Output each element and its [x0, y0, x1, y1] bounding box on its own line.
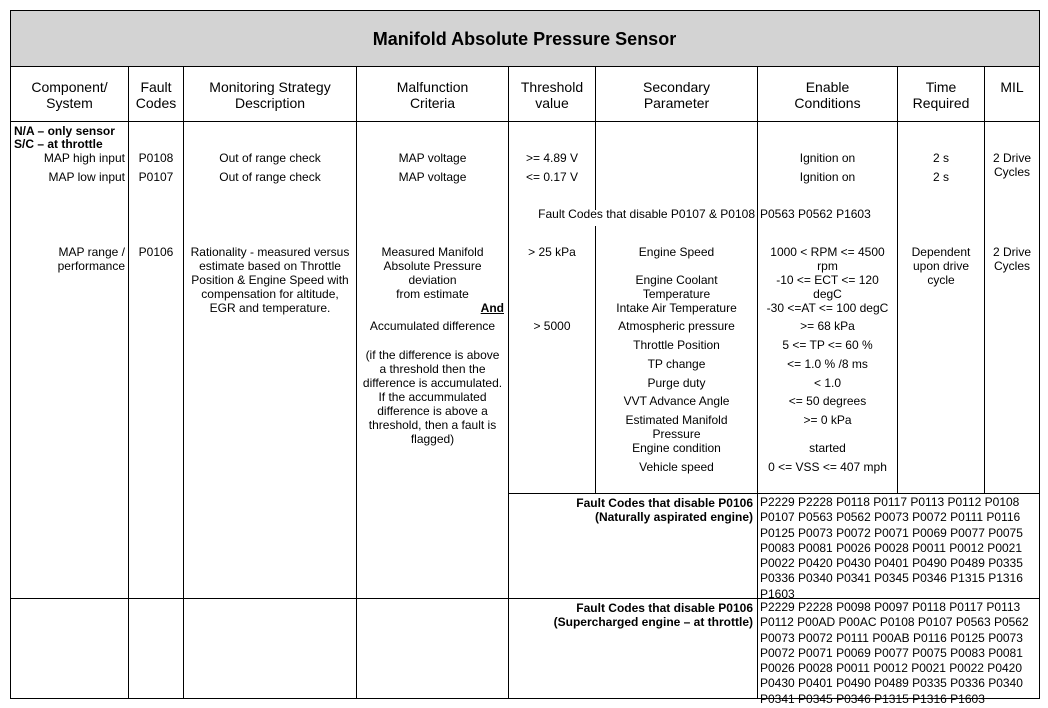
- mil-section1: 2 Drive Cycles: [992, 151, 1031, 179]
- criteria-note: (if the difference is above a threshold then the difference is accumulated. If the accummulated difference is above a threshold, then a fault is flagged): [362, 348, 503, 446]
- enable-vvt-advance: <= 50 degrees: [788, 394, 867, 408]
- enable-map-low: Ignition on: [799, 170, 856, 184]
- param-vehicle-speed: Vehicle speed: [639, 460, 714, 474]
- enable-engine-condition: started: [809, 441, 846, 455]
- enable-tp-change: <= 1.0 % /8 ms: [787, 357, 868, 371]
- header-malfunction: Malfunction Criteria: [396, 79, 469, 111]
- title-separator: [10, 66, 1040, 67]
- header-strategy: Monitoring Strategy Description: [209, 79, 331, 111]
- param-engine-condition: Engine condition: [632, 441, 721, 455]
- disable-p0106-sc-label: Fault Codes that disable P0106 (Supercharged engine – at throttle): [553, 601, 753, 629]
- disable-na-top-line: [508, 493, 1040, 494]
- sensor-note-line2: S/C – at throttle: [14, 137, 103, 151]
- code-p0107: P0107: [138, 170, 174, 184]
- enable-coolant-temp: -10 <= ECT <= 120 degC: [776, 273, 879, 301]
- time-section2: Dependent upon drive cycle: [911, 245, 971, 287]
- col-line: [984, 66, 985, 493]
- param-vvt-advance: VVT Advance Angle: [623, 394, 730, 408]
- param-purge-duty: Purge duty: [647, 376, 706, 390]
- enable-estimated-manifold-pressure: >= 0 kPa: [803, 413, 852, 427]
- time-map-high: 2 s: [932, 151, 949, 165]
- disable-p0107-codes: P0563 P0562 P1603: [760, 207, 871, 221]
- param-intake-air-temp: Intake Air Temperature: [616, 301, 737, 315]
- disable-p0107-label: Fault Codes that disable P0107 & P0108: [538, 207, 755, 221]
- threshold-25kpa: > 25 kPa: [528, 245, 576, 259]
- component-map-range: MAP range / performance: [57, 245, 125, 273]
- time-map-low: 2 s: [932, 170, 949, 184]
- enable-map-high: Ignition on: [799, 151, 856, 165]
- header-time: Time Required: [912, 79, 970, 111]
- param-engine-speed: Engine Speed: [638, 245, 715, 259]
- criteria-measured-map: Measured Manifold Absolute Pressure deviation from estimate: [381, 245, 484, 301]
- strategy-map-low: Out of range check: [219, 170, 321, 184]
- sensor-note-line1: N/A – only sensor: [14, 124, 115, 138]
- code-p0106: P0106: [138, 245, 174, 259]
- header-mil: MIL: [1000, 79, 1024, 95]
- criteria-accumulated: Accumulated difference: [369, 319, 496, 333]
- enable-intake-air-temp: -30 <=AT <= 100 degC: [766, 301, 889, 315]
- code-p0108: P0108: [138, 151, 174, 165]
- criteria-and: And: [480, 301, 504, 315]
- param-coolant-temp: Engine Coolant Temperature: [635, 273, 718, 301]
- enable-vehicle-speed: 0 <= VSS <= 407 mph: [768, 460, 887, 474]
- frame-left: [10, 10, 11, 699]
- header-component: Component/ System: [31, 79, 108, 111]
- mil-section2: 2 Drive Cycles: [992, 245, 1031, 273]
- criteria-map-low: MAP voltage: [398, 170, 467, 184]
- param-tp-change: TP change: [647, 357, 706, 371]
- header-secondary: Secondary Parameter: [643, 79, 710, 111]
- header-threshold: Threshold value: [520, 79, 584, 111]
- frame-top: [10, 10, 1040, 11]
- component-map-high: MAP high input: [43, 151, 125, 165]
- param-throttle-position: Throttle Position: [633, 338, 720, 352]
- header-separator: [10, 121, 1040, 122]
- param-atmospheric-pressure: Atmospheric pressure: [618, 319, 735, 333]
- disable-p0106-na-label: Fault Codes that disable P0106 (Naturally aspirated engine): [576, 496, 753, 524]
- disable-p0106-sc-codes: P2229 P2228 P0098 P0097 P0118 P0117 P0113 P0112 P00AD P00AC P0108 P0107 P0563 P0562 P0073 P0072 P0111 P00AB P0116 P0125 P0073 P0072 P0071 P0069 P0077 P0075 P0083 P0081 P0026 P0028 P0011 P0012 P0021 P0022 P0420 P0430 P0401 P0490 P0489 P0335 P0336 P0340 P0341 P0345 P0346 P1315 P1316 P1603: [760, 600, 1029, 706]
- disable-p0106-na-codes: P2229 P2228 P0118 P0117 P0113 P0112 P0108 P0107 P0563 P0562 P0073 P0072 P0111 P0116 P0125 P0073 P0072 P0071 P0069 P0077 P0075 P0083 P0081 P0026 P0028 P0011 P0012 P0021 P0022 P0420 P0430 P0401 P0490 P0489 P0335 P0336 P0340 P0341 P0345 P0346 P1315 P1316 P1603: [760, 495, 1023, 601]
- enable-throttle-position: 5 <= TP <= 60 %: [782, 338, 873, 352]
- param-estimated-manifold-pressure: Estimated Manifold Pressure: [625, 413, 728, 441]
- strategy-rationality: Rationality - measured versus estimate based on Throttle Position & Engine Speed with compensation for altitude, EGR and temperature.: [190, 245, 350, 315]
- page-title: Manifold Absolute Pressure Sensor: [372, 29, 677, 49]
- component-map-low: MAP low input: [48, 170, 125, 184]
- enable-purge-duty: < 1.0: [813, 376, 842, 390]
- criteria-map-high: MAP voltage: [398, 151, 467, 165]
- enable-atmospheric-pressure: >= 68 kPa: [800, 319, 855, 333]
- threshold-5000: > 5000: [533, 319, 571, 333]
- threshold-map-high: >= 4.89 V: [525, 151, 579, 165]
- threshold-map-low: <= 0.17 V: [525, 170, 579, 184]
- strategy-map-high: Out of range check: [219, 151, 321, 165]
- enable-engine-speed: 1000 < RPM <= 4500 rpm: [770, 245, 885, 273]
- header-enable: Enable Conditions: [794, 79, 861, 111]
- header-fault-codes: Fault Codes: [135, 79, 177, 111]
